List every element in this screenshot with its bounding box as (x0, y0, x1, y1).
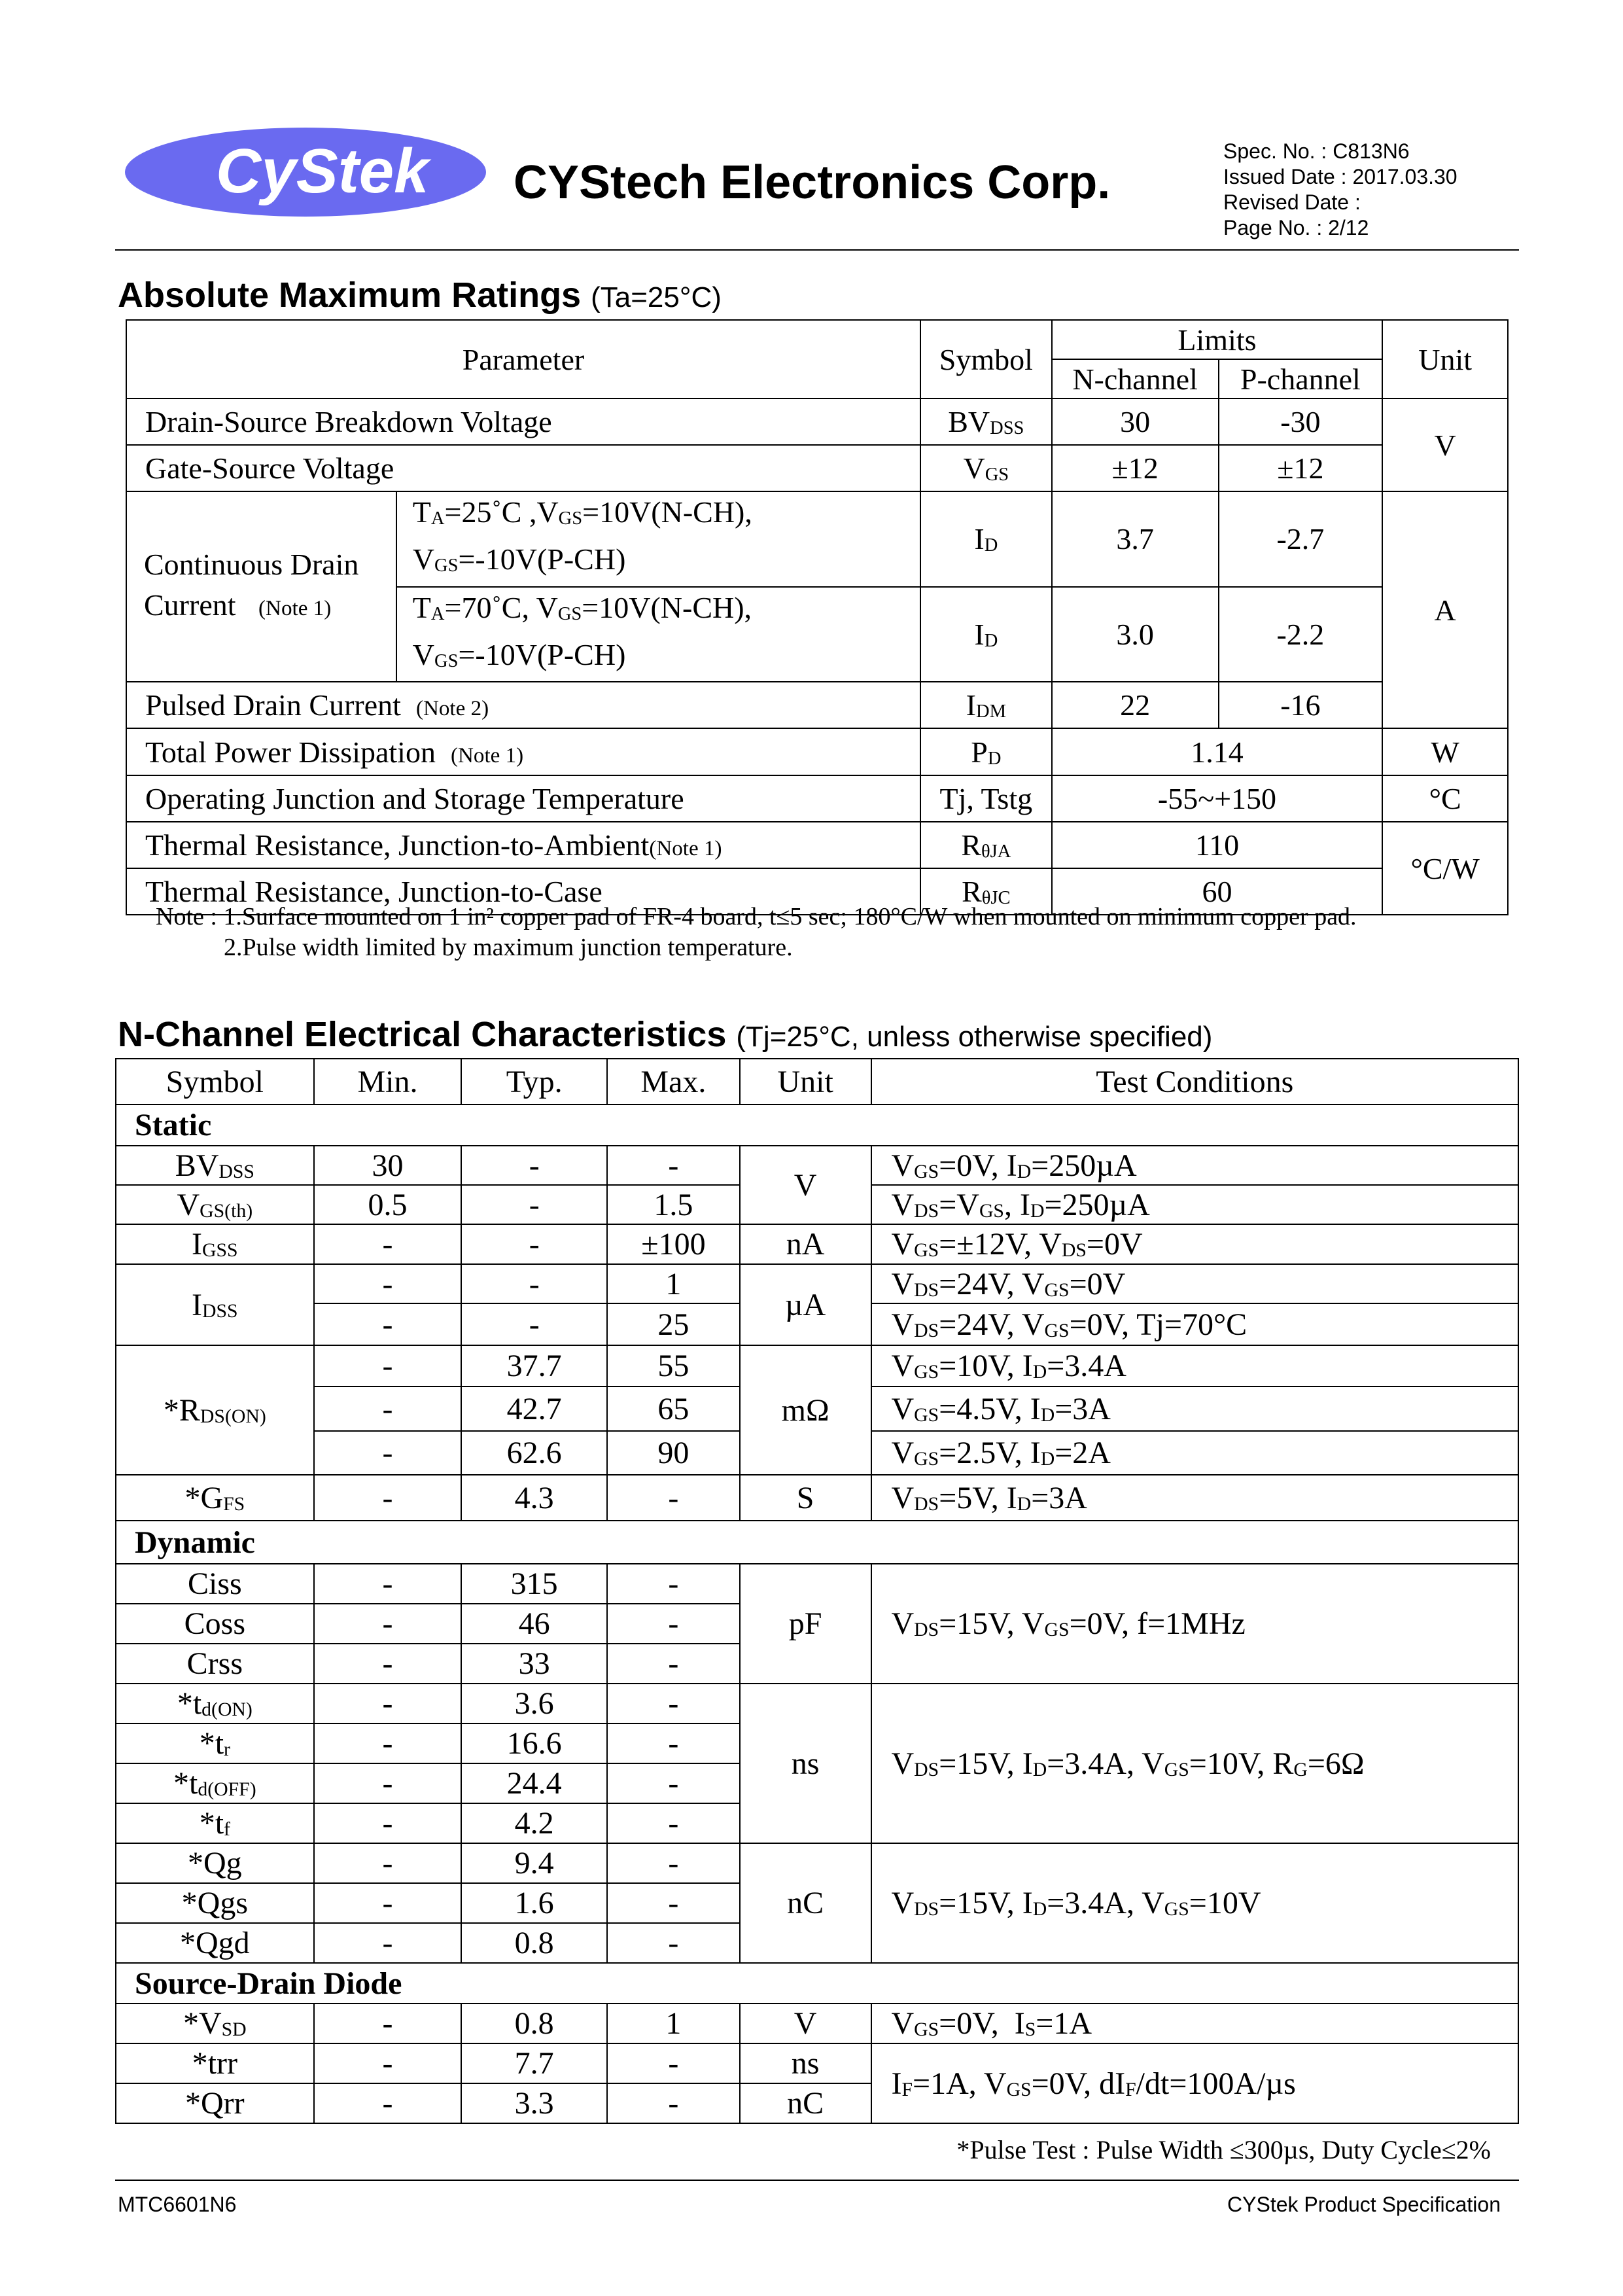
param-temp: Operating Junction and Storage Temperature (126, 775, 920, 822)
sym-vgs: $V_{GS}$ (920, 445, 1052, 491)
th-parameter: Parameter (126, 320, 920, 398)
page-no: Page No. : 2/12 (1223, 216, 1369, 239)
spec-info (1223, 139, 1457, 241)
th-p-channel: P-channel (1219, 359, 1383, 398)
param-power: Total Power Dissipation (Note 1) (126, 728, 920, 775)
absolute-max-ratings-table: Parameter Symbol Limits Unit N-channel P-channel Drain-Source Breakdown Voltage $BV_{DSS}$ 30 -30 V Gate-Source Voltage $V_{GS}$ ±12 ±12 Continuous Drain Current (Note 1) $T_A=25˚C$ $,V_{GS}=10V(N-CH)$, $V_{GS}=-10V(P-CH)$ $I_D$ 3.7 -2.7 A $T_A=70˚C$, $V_{GS}=10V(N-CH)$, $V_{GS}=-10V(P-CH)$ $I_D$ 3.0 -2.2 Pulsed Drain Current (Note 2) $I_{DM}$ 22 -16 Total Power Dissipation (Note 1) $P_D$ 1.14 W Operating Junction and Storage Temperature Tj, Tstg -55~+150 °C Thermal Resistance, Junction-to-Ambient(Note 1) $R_{\theta JA}$ 110 °C/W Thermal Resistance, Junction-to-Case $R_{\theta JC}$ 60 (126, 319, 1509, 915)
section-static: Static (116, 1104, 1518, 1146)
amr-title: Absolute Maximum Ratings (Ta=25°C) (118, 275, 722, 315)
issued-date: Issued Date : 2017.03.30 (1223, 165, 1457, 188)
footer-right: CYStek Product Specification (1227, 2193, 1501, 2216)
cond-ta25: $T_A=25˚C$ $,V_{GS}=10V(N-CH)$, $V_{GS}=-10V(P-CH)$ (396, 491, 920, 587)
section-dynamic: Dynamic (116, 1521, 1518, 1564)
spec-no: Spec. No. : C813N6 (1223, 139, 1410, 163)
logo-text: CyStek (216, 136, 429, 206)
sym-bvdss: $BV_{DSS}$ (920, 398, 1052, 445)
param-continuous-drain: Continuous Drain Current (Note 1) (126, 491, 396, 682)
param-pulsed-drain: Pulsed Drain Current (Note 2) (126, 682, 920, 728)
param-bvdss: Drain-Source Breakdown Voltage (126, 398, 920, 445)
param-rth-ja: Thermal Resistance, Junction-to-Ambient(Note 1) (126, 822, 920, 868)
th-unit: Unit (1382, 320, 1508, 398)
company-logo (124, 124, 487, 219)
unit-a: A (1382, 491, 1508, 728)
cond-ta70: $T_A=70˚C$, $V_{GS}=10V(N-CH)$, $V_{GS}=-10V(P-CH)$ (396, 587, 920, 682)
pulse-test-note: *Pulse Test : Pulse Width ≤300µs, Duty Cycle≤2% (956, 2135, 1491, 2164)
section-diode: Source-Drain Diode (116, 1963, 1518, 2004)
footer-rule (115, 2180, 1519, 2181)
th-limits: Limits (1052, 320, 1383, 359)
param-vgs: Gate-Source Voltage (126, 445, 920, 491)
notes: Note : 1.Surface mounted on 1 in² copper pad of FR-4 board, t≤5 sec; 180°C/W when mounted on minimum copper pad. 2.Pulse width limited by maximum junction temperature. (156, 903, 1357, 961)
th-symbol: Symbol (920, 320, 1052, 398)
n-channel-characteristics-table: Symbol Min. Typ. Max. Unit Test Conditions Static $BV_{DSS}$ 30 - - V $V_{GS}=0V$, $I_D=250\mu A$ $V_{GS(th)}$ 0.5 - 1.5 $V_{DS}=V_{GS}$, $I_D=250\mu A$ $I_{GSS}$ - - ±100 nA $V_{GS}=\pm 12V$, $V_{DS}=0V$ $I_{DSS}$ - - 1 µA $V_{DS}=24V$, $V_{GS}=0V$ - - 25 $V_{DS}=24V$, $V_{GS}=0V$, Tj=70°C $*R_{DS(ON)}$ - 37.7 55 mΩ $V_{GS}=10V$, $I_D=3.4A$ - 42.7 65 $V_{GS}=4.5V$, $I_D=3A$ - 62.6 90 $V_{GS}=2.5V$, $I_D=2A$ $*G_{FS}$ - 4.3 - S $V_{DS}=5V$, $I_D=3A$ Dynamic Ciss - 315 - pF $V_{DS}=15V$, $V_{GS}=0V$, f=1MHz Coss - 46 - Crss - 33 - $*t_{d(ON)}$ - 3.6 - ns $V_{DS}=15V$, $I_D=3.4A$, $V_{GS}=10V$, $R_G=6\Omega$ $*t_r$ - 16.6 - $*t_{d(OFF)}$ - 24.4 - $*t_f$ - 4.2 - *Qg - 9.4 - nC $V_{DS}=15V$, $I_D=3.4A$, $V_{GS}=10V$ *Qgs - 1.6 - *Qgd - 0.8 - Source-Drain Diode $*V_{SD}$ - 0.8 1 V $V_{GS}=0V$, $I_S=1A$ *trr - 7.7 - ns $I_F=1A$, $V_{GS}=0V$, $dI_F/dt=100A/\mu s$ *Qrr - 3.3 - nC (115, 1058, 1519, 2124)
footer-left: MTC6601N6 (118, 2193, 237, 2216)
revised-date: Revised Date : (1223, 190, 1361, 214)
th-n-channel: N-channel (1052, 359, 1219, 398)
nch-title: N-Channel Electrical Characteristics (Tj=25°C, unless otherwise specified) (118, 1015, 1213, 1054)
param-rth-jc: Thermal Resistance, Junction-to-Case (126, 868, 920, 915)
unit-v: V (1382, 398, 1508, 491)
company-name: CYStech Electronics Corp. (514, 156, 1111, 209)
header-rule (115, 249, 1519, 251)
